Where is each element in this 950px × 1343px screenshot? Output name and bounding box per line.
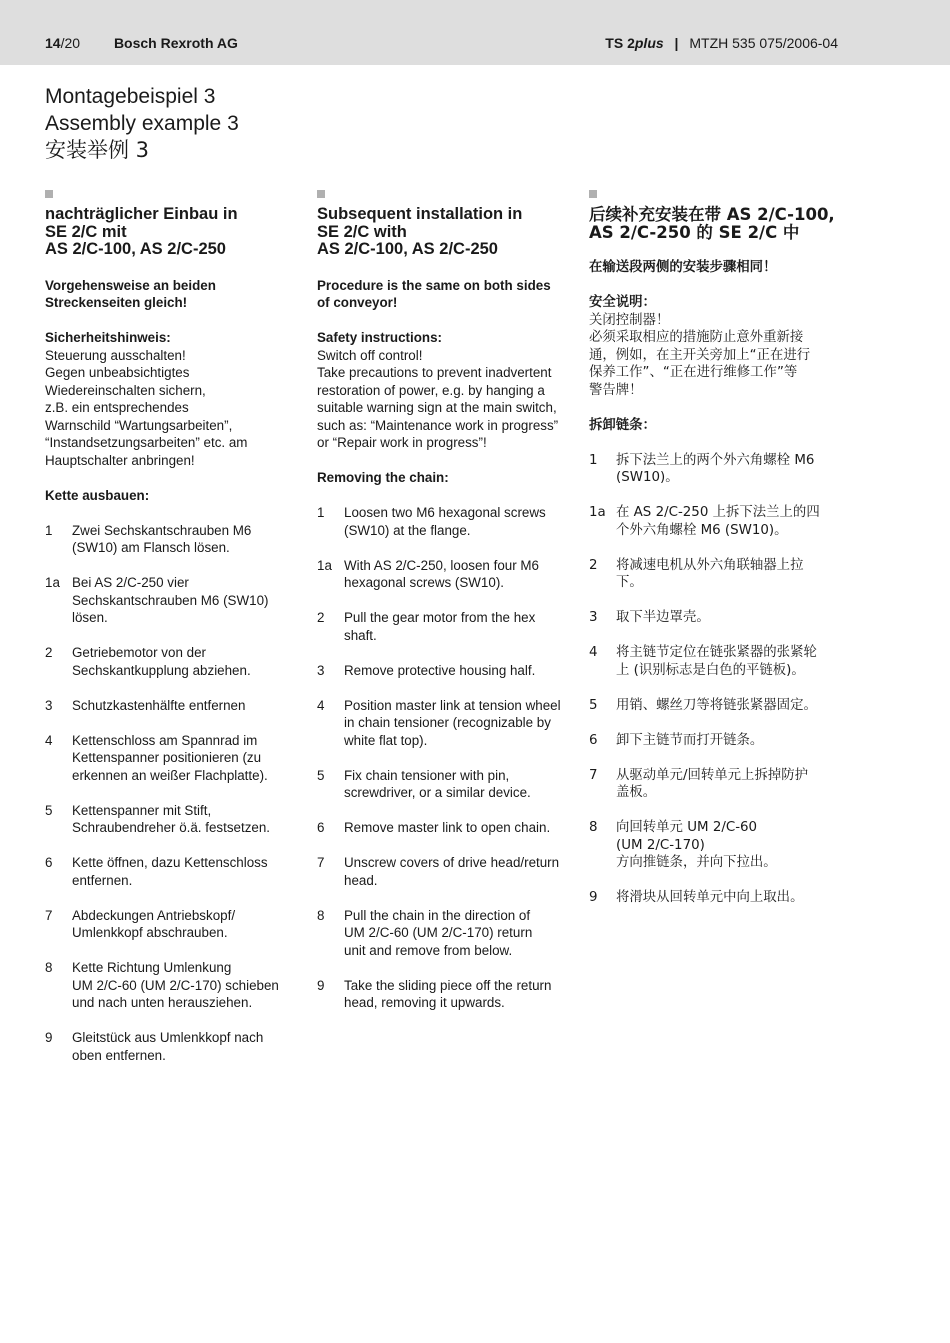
step-line: entfernen. (72, 872, 133, 888)
step-number: 6 (317, 820, 325, 835)
step-line: hexagonal screws (SW10). (344, 575, 505, 590)
title-zh: 安装举例 3 (45, 138, 150, 162)
step-number: 1 (45, 522, 53, 538)
step-line: 向回转单元 UM 2/C-60 (616, 820, 758, 835)
step-number: 1a (45, 575, 60, 590)
step-item (317, 767, 572, 802)
safety-line: Gegen unbeabsichtigtes (45, 365, 190, 380)
step-item (589, 819, 844, 872)
step-item (45, 802, 300, 837)
heading-line: AS 2/C-100, AS 2/C-250 (317, 240, 498, 258)
step-line: Schraubendreher ö.ä. festsetzen. (72, 820, 271, 835)
step-line: Getriebemotor von der (72, 645, 206, 660)
step-line: Kettenspanner mit Stift, (72, 802, 212, 818)
heading-line: Subsequent installation in (317, 205, 523, 223)
step-item (45, 574, 300, 627)
step-item (317, 697, 572, 750)
step-line: 将主链节定位在链张紧器的张紧轮 (616, 645, 817, 660)
step-line: head. (344, 872, 378, 888)
safety-line: z.B. ein entsprechendes (45, 400, 189, 415)
step-line: Schutzkastenhälfte entfernen (72, 697, 246, 713)
step-line: Remove master link to open chain. (344, 820, 551, 835)
safety-line: 警告牌！ (589, 382, 643, 398)
step-line: Fix chain tensioner with pin, (344, 767, 510, 783)
step-item (589, 767, 844, 802)
page-number: 14 (45, 35, 61, 51)
step-line: 盖板。 (616, 785, 657, 800)
step-item (45, 522, 300, 557)
safety-line: Wiedereinschalten sichern, (45, 382, 206, 398)
step-line: shaft. (344, 627, 377, 643)
step-item (589, 452, 844, 487)
step-item (589, 557, 844, 592)
heading-line: AS 2/C-250 的 SE 2/C 中 (589, 222, 800, 242)
step-item (45, 959, 300, 1012)
step-line: Umlenkkopf abschrauben. (72, 925, 228, 940)
step-number: 2 (589, 557, 598, 573)
step-number: 7 (589, 767, 598, 783)
step-line: Kettenschloss am Spannrad im (72, 732, 258, 748)
step-item (589, 697, 844, 715)
step-item (317, 907, 572, 960)
safety-line: 必须采取相应的措施防止意外重新接 (589, 330, 804, 345)
step-line: Pull the chain in the direction of (344, 907, 531, 923)
step-line: UM 2/C-60 (UM 2/C-170) schieben (72, 977, 279, 993)
safety-line: Hauptschalter anbringen! (45, 452, 195, 468)
title-de: Montagebeispiel 3 (45, 85, 216, 108)
page-header (0, 0, 950, 65)
step-number: 3 (589, 610, 598, 625)
step-number: 4 (317, 697, 325, 713)
step-line: in chain tensioner (recognizable by (344, 715, 551, 730)
step-line: Pull the gear motor from the hex (344, 610, 536, 625)
step-line: 将滑块从回转单元中向上取出。 (616, 890, 804, 905)
procedure-note (317, 277, 572, 312)
step-item (589, 504, 844, 539)
step-item (317, 662, 572, 680)
safety-line: or “Repair work in progress”! (317, 435, 487, 450)
title-en: Assembly example 3 (45, 111, 239, 135)
procedure-line: Vorgehensweise an beiden (45, 277, 216, 293)
safety-block (589, 294, 844, 399)
step-item (589, 732, 844, 750)
step-item (317, 557, 572, 592)
step-item (45, 1029, 300, 1064)
heading-line: 后续补充安装在带 AS 2/C-100, (589, 205, 835, 224)
step-line: white flat top). (344, 732, 428, 748)
step-line: unit and remove from below. (344, 942, 513, 958)
step-line: lösen. (72, 610, 108, 625)
step-item (589, 644, 844, 679)
step-number: 6 (589, 732, 598, 748)
procedure-line: Streckenseiten gleich! (45, 295, 188, 310)
remove-chain-label: 拆卸链条： (589, 417, 656, 433)
step-line: 在 AS 2/C-250 上拆下法兰上的四 (616, 505, 820, 520)
step-line: 取下半边罩壳。 (616, 610, 710, 625)
step-item (317, 977, 572, 1012)
step-item (317, 819, 572, 837)
step-item (45, 644, 300, 679)
step-number: 9 (45, 1030, 53, 1045)
step-number: 5 (45, 802, 53, 818)
header-right (605, 35, 838, 51)
step-line: Remove protective housing half. (344, 662, 536, 678)
safety-line: 保养工作”、“正在进行维修工作”等 (589, 365, 798, 380)
product-italic: plus (634, 35, 664, 51)
step-line: erkennen an weißer Flachplatte). (72, 767, 268, 783)
step-line: oben entfernen. (72, 1047, 166, 1063)
step-item (45, 697, 300, 715)
step-line: 上 (识别标志是白色的平链板)。 (616, 662, 805, 678)
step-item (317, 854, 572, 889)
safety-label: Sicherheitshinweis: (45, 330, 171, 345)
step-line: Abdeckungen Antriebskopf/ (72, 907, 236, 923)
safety-label: Safety instructions: (317, 330, 443, 345)
step-number: 9 (317, 977, 325, 993)
column-english (317, 190, 572, 1029)
safety-label: 安全说明： (589, 295, 656, 310)
step-line: Kette Richtung Umlenkung (72, 960, 232, 975)
step-line: UM 2/C-60 (UM 2/C-170) return (344, 925, 533, 940)
header-left (45, 35, 238, 51)
section-marker (45, 190, 53, 198)
safety-line: “Instandsetzungsarbeiten” etc. am (45, 435, 248, 450)
step-line: Loosen two M6 hexagonal screws (344, 505, 546, 520)
step-number: 9 (589, 890, 598, 905)
safety-block (45, 329, 300, 469)
step-number: 1a (589, 505, 606, 520)
remove-chain-label: Removing the chain: (317, 470, 449, 485)
safety-line: Steuerung ausschalten! (45, 347, 186, 363)
step-line: Zwei Sechskantschrauben M6 (72, 522, 252, 538)
section-marker (317, 190, 325, 198)
step-line: 从驱动单元/回转单元上拆掉防护 (616, 767, 808, 783)
step-number: 4 (45, 732, 53, 748)
step-number: 5 (317, 767, 325, 783)
step-line: Gleitstück aus Umlenkkopf nach (72, 1030, 264, 1045)
safety-line: suitable warning sign at the main switch, (317, 400, 557, 415)
step-line: Kettenspanner positionieren (zu (72, 750, 262, 765)
company-name: Bosch Rexroth AG (113, 35, 238, 51)
column-chinese (589, 190, 844, 924)
step-line: 个外六角螺栓 M6 (SW10)。 (616, 522, 788, 538)
step-number: 3 (317, 662, 325, 678)
step-line: Unscrew covers of drive head/return (344, 855, 560, 870)
step-line: Position master link at tension wheel (344, 697, 561, 713)
step-number: 8 (317, 907, 325, 923)
step-line: 方向推链条，并向下拉出。 (616, 855, 777, 870)
step-item (45, 907, 300, 942)
step-number: 1 (589, 452, 598, 468)
section-heading (317, 206, 572, 259)
step-line: (SW10) at the flange. (344, 522, 471, 538)
safety-line: Switch off control! (317, 347, 423, 363)
step-line: 卸下主链节而打开链条。 (616, 732, 764, 748)
procedure-note (589, 259, 844, 277)
step-number: 7 (45, 907, 53, 923)
step-line: (SW10) am Flansch lösen. (72, 540, 230, 555)
safety-line: restoration of power, e.g. by hanging a (317, 382, 545, 398)
step-line: Kette öffnen, dazu Kettenschloss (72, 855, 268, 870)
step-number: 6 (45, 855, 53, 870)
step-number: 3 (45, 697, 53, 713)
step-line: head, removing it upwards. (344, 995, 505, 1010)
section-marker (589, 190, 597, 198)
page-total: /20 (60, 35, 81, 51)
step-line: 将减速电机从外六角联轴器上拉 (616, 557, 804, 573)
heading-line: SE 2/C with (317, 222, 407, 241)
step-number: 1a (317, 557, 332, 573)
safety-line: Take precautions to prevent inadvertent (317, 365, 552, 380)
heading-line: AS 2/C-100, AS 2/C-250 (45, 240, 226, 258)
safety-block (317, 329, 572, 452)
safety-line: Warnschild “Wartungsarbeiten”, (45, 417, 233, 433)
remove-chain-label: Kette ausbauen: (45, 487, 150, 503)
step-item (45, 854, 300, 889)
step-line: 拆下法兰上的两个外六角螺栓 M6 (616, 452, 815, 468)
safety-line: 关闭控制器！ (589, 312, 670, 328)
step-number: 2 (45, 645, 53, 660)
procedure-line: Procedure is the same on both sides (317, 277, 551, 293)
section-heading (589, 206, 844, 241)
step-number: 8 (589, 820, 598, 835)
step-item (589, 889, 844, 907)
heading-line: nachträglicher Einbau in (45, 205, 238, 223)
product-name (605, 35, 663, 51)
step-line: (UM 2/C-170) (616, 837, 705, 853)
column-german (45, 190, 300, 1082)
heading-line: SE 2/C mit (45, 222, 127, 241)
step-line: screwdriver, or a similar device. (344, 785, 531, 800)
step-line: Sechskantkupplung abziehen. (72, 662, 251, 678)
step-item (45, 732, 300, 785)
safety-line: such as: “Maintenance work in progress” (317, 417, 559, 433)
doc-number: MTZH 535 075/2006-04 (689, 35, 838, 51)
section-heading (45, 206, 300, 259)
step-item (317, 504, 572, 539)
step-line: und nach unten herausziehen. (72, 995, 253, 1010)
step-line: Take the sliding piece off the return (344, 977, 552, 993)
step-number: 7 (317, 855, 325, 870)
step-item (589, 609, 844, 627)
step-number: 2 (317, 610, 325, 625)
step-number: 5 (589, 697, 598, 713)
header-separator: | (674, 35, 679, 51)
page-title (45, 84, 239, 164)
procedure-line: 在输送段两侧的安装步骤相同！ (589, 260, 777, 275)
step-number: 8 (45, 960, 53, 975)
procedure-line: of conveyor! (317, 295, 398, 310)
step-item (317, 609, 572, 644)
step-line: 下。 (616, 575, 643, 590)
step-number: 4 (589, 645, 598, 660)
safety-line: 通，例如，在主开关旁加上“正在进行 (589, 347, 811, 363)
step-line: With AS 2/C-250, loosen four M6 (344, 557, 540, 573)
step-line: Sechskantschrauben M6 (SW10) (72, 592, 269, 608)
step-line: 用销、螺丝刀等将链张紧器固定。 (616, 697, 817, 713)
step-line: (SW10)。 (616, 470, 679, 485)
procedure-note (45, 277, 300, 312)
step-number: 1 (317, 505, 325, 520)
product-prefix: TS 2 (605, 35, 635, 51)
step-line: Bei AS 2/C-250 vier (72, 575, 189, 590)
